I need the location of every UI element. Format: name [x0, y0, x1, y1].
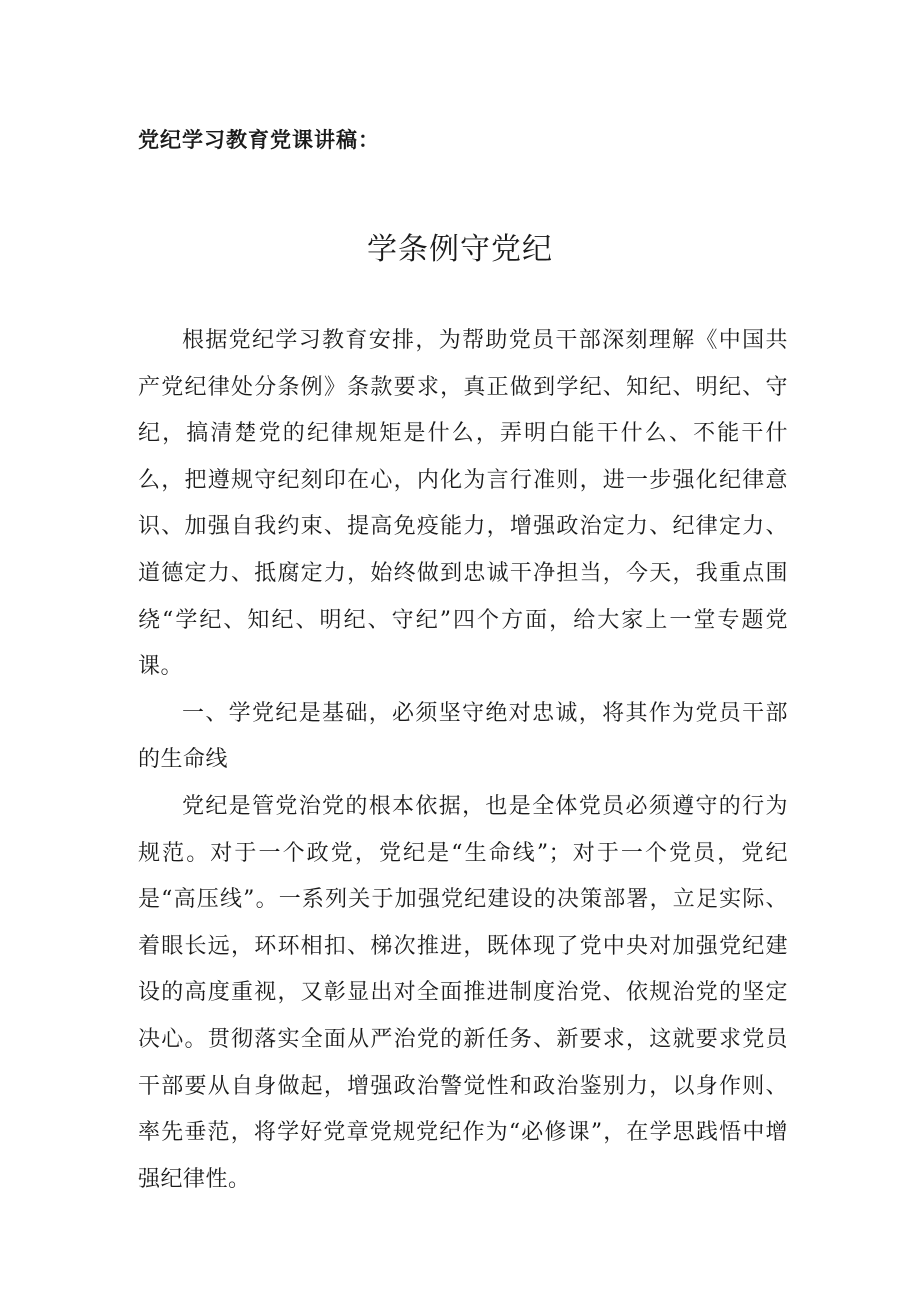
document-title: 学条例守党纪: [367, 232, 553, 267]
paragraph-intro: 根据党纪学习教育安排，为帮助党员干部深刻理解《中国共产党纪律处分条例》条款要求，真正做到学纪、知纪、明纪、守纪，搞清楚党的纪律规矩是什么，弄明白能干什么、不能干什么，把遵规守纪刻印在心，内化为言行准则，进一步强化纪律意识、加强自我约束、提高免疫能力，增强政治定力、纪律定力、道德定力、抵腐定力，始终做到忠诚干净担当，今天，我重点围绕“学纪、知纪、明纪、守纪”四个方面，给大家上一堂专题党课。: [138, 328, 788, 680]
document-label: 党纪学习教育党课讲稿：: [138, 127, 380, 152]
document-body: [138, 318, 788, 1203]
paragraph-section-1: 党纪是管党治党的根本依据，也是全体党员必须遵守的行为规范。对于一个政党，党纪是“生命线”；对于一个党员，党纪是“高压线”。一系列关于加强党纪建设的决策部署，立足实际、着眼长远，环环相扣、梯次推进，既体现了党中央对加强党纪建设的高度重视，又彰显出对全面推进制度治党、依规治党的坚定决心。贯彻落实全面从严治党的新任务、新要求，这就要求党员干部要从自身做起，增强政治警觉性和政治鉴别力，以身作则、率先垂范，将学好党章党规党纪作为“必修课”，在学思践悟中增强纪律性。: [138, 793, 788, 1192]
section-heading-1: 一、学党纪是基础，必须坚守绝对忠诚，将其作为党员干部的生命线: [138, 700, 788, 773]
